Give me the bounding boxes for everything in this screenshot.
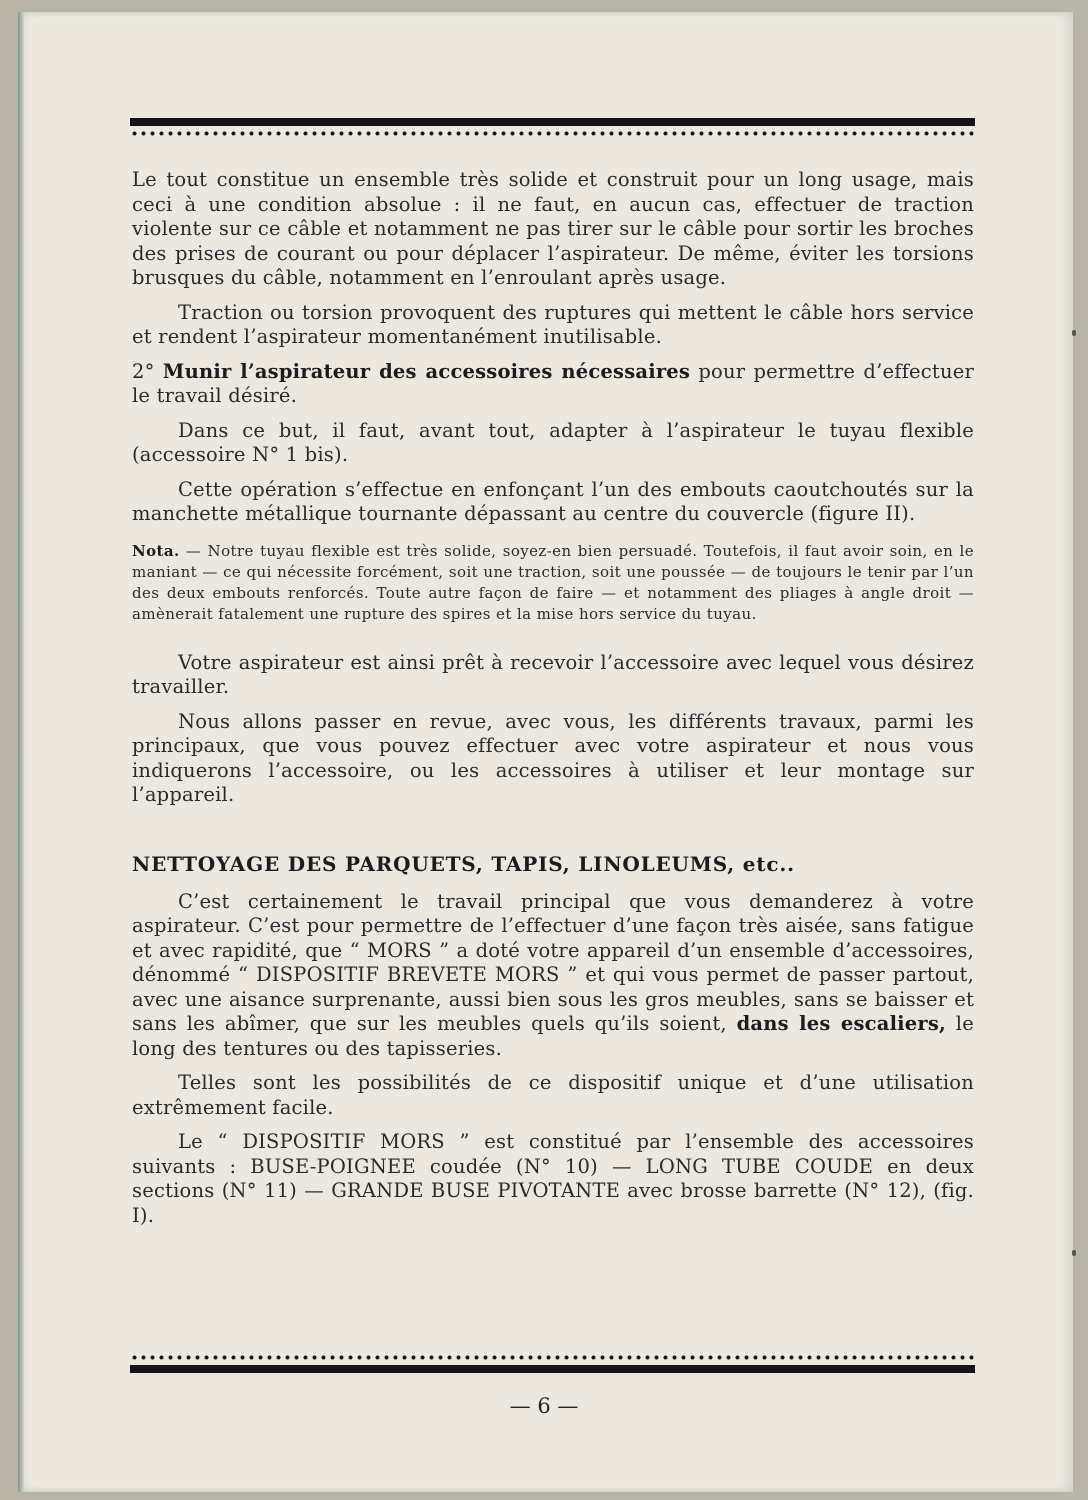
paragraph-flexible: Dans ce but, il faut, avant tout, adapter à l’aspirateur le tuyau flexible (accessoire N° 1 bis). — [132, 418, 974, 466]
top-decorative-rule — [130, 118, 975, 137]
item-number: 2° — [132, 359, 155, 383]
page-body — [132, 168, 974, 1228]
bottom-decorative-rule — [130, 1354, 975, 1373]
staple-mark — [1072, 1250, 1076, 1256]
item-bold-text: Munir l’aspirateur des accessoires nécessaires — [162, 359, 691, 383]
nota-text: — Notre tuyau flexible est très solide, soyez-en bien persuadé. Toutefois, il faut avoir soin, en le maniant — ce qui nécessite forcément, soit une traction, soit une poussée — de toujours le tenir par l’un des deux embouts renforcés. Toute autre façon de faire — et notamment des pliages à angle droit — amènerait fatalement une rupture des spires et la mise hors service du tuyau. — [132, 541, 974, 623]
paragraph-item-2 — [132, 360, 974, 409]
section-p1-before: C’est certainement le travail principal que vous demanderez à votre aspirateur. C’est pour permettre de l’effectuer d’une façon très aisée, sans fatigue et avec rapidité, que “ MORS ” a doté votre appareil d’un ensemble d’accessoires, dénommé “ DISPOSITIF BREVETE MORS ” et qui vous permet de passer partout, avec une aisance surprenante, aussi bien sous les gros meubles, sans se baisser et sans les abîmer, que sur les meubles quels qu’ils soient, — [132, 889, 974, 1035]
paragraph-cable: Le tout constitue un ensemble très solide et construit pour un long usage, mais ceci à une condition absolue : il ne faut, en aucun cas, effectuer de traction violente sur ce câble et notamment ne pas tirer sur le câble pour sortir les broches des prises de courant ou pour déplacer l’aspirateur. De même, éviter les torsions brusques du câble, notamment en l’enroulant après usage. — [132, 168, 974, 289]
paragraph-operation: Cette opération s’effectue en enfonçant l’un des embouts caoutchoutés sur la manchette métallique tournante dépassant au centre du couvercle (figure II). — [132, 477, 974, 525]
binding-edge — [18, 12, 24, 1492]
nota-label: Nota. — [132, 541, 180, 560]
page-number: — 6 — — [509, 1394, 579, 1418]
section-heading: NETTOYAGE DES PARQUETS, TAPIS, LINOLEUMS, etc.. — [132, 851, 795, 876]
section-paragraph-2: Telles sont les possibilités de ce dispositif unique et d’une utilisation extrêmement facile. — [132, 1071, 974, 1119]
section-paragraph-1 — [132, 890, 974, 1062]
staple-mark — [1072, 330, 1076, 336]
section-paragraph-3: Le “ DISPOSITIF MORS ” est constitué par l’ensemble des accessoires suivants : BUSE-POIGNEE coudée (N° 10) — LONG TUBE COUDE en deux sections (N° 11) — GRANDE BUSE PIVOTANTE avec brosse barrette (N° 12), (fig. I). — [132, 1130, 974, 1227]
paragraph-ready: Votre aspirateur est ainsi prêt à recevoir l’accessoire avec lequel vous désirez travailler. — [132, 650, 974, 698]
nota-note — [132, 541, 974, 625]
section-p1-bold: dans les escaliers, — [736, 1012, 947, 1035]
paragraph-review: Nous allons passer en revue, avec vous, les différents travaux, parmi les principaux, que vous pouvez effectuer avec votre aspirateur et nous vous indiquerons l’accessoire, ou les accessoires à utiliser et leur montage sur l’appareil. — [132, 709, 974, 806]
section-p1-after: le long des tentures ou des tapisseries. — [132, 1012, 974, 1060]
paragraph-traction: Traction ou torsion provoquent des ruptures qui mettent le câble hors service et rendent l’aspirateur momentanément inutilisable. — [132, 300, 974, 348]
item-rest-text: pour permettre d’effectuer le travail désiré. — [132, 359, 974, 407]
